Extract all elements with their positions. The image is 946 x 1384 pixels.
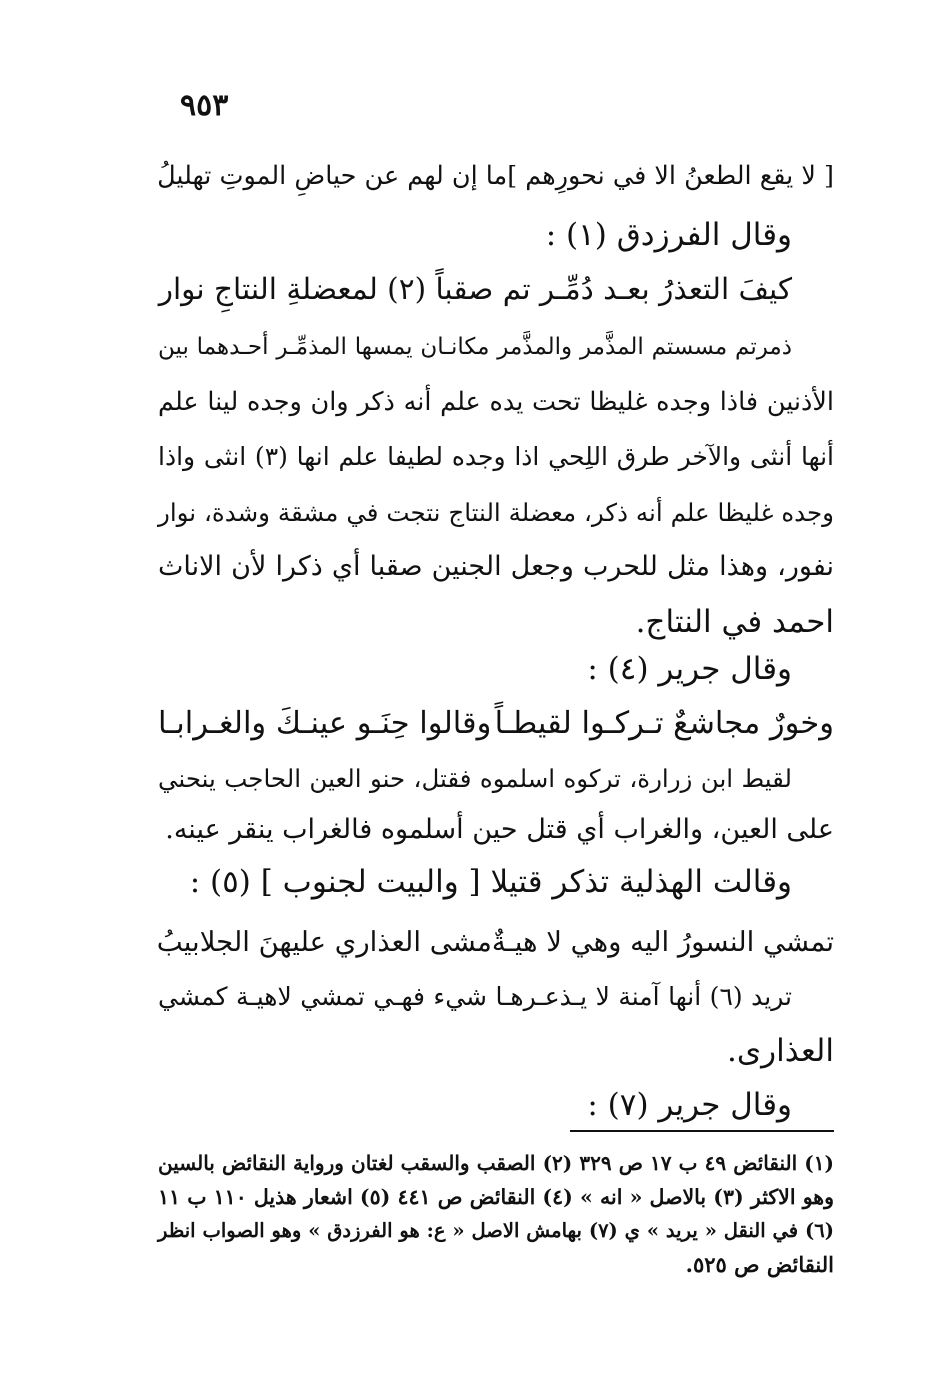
verse-line: كيفَ التعذرُ بعـد دُمِّـر تم صقباً (٢) لمعضلةِ النتاجِ نوار: [158, 272, 792, 306]
page-number: ٩٥٣: [180, 88, 229, 123]
text-line: العذارى.: [727, 1033, 834, 1069]
text-line: ذمرتم مسستم المذَّمر والمذَّمر مكانـان يمسها المذمِّـر أحـدهما بين: [158, 334, 792, 360]
footnote-line: (٦) في النقل « يريد » ي (٧) بهامش الاصل « ع: هو الفرزدق » وهو الصواب انظر: [158, 1219, 834, 1242]
verse-first-hemistich: تمشي النسورُ اليه وهي لا هيـةٌ: [491, 926, 834, 958]
footnote-line: (١) النقائض ٤٩ ب ١٧ ص ٣٢٩ (٢) الصقب والسقب لغتان ورواية النقائض بالسين: [158, 1151, 834, 1175]
text-line: وقالت الهذلية تذكر قتيلا [ والبيت لجنوب ] (٥) :: [189, 864, 792, 900]
text-line: وجده غليظا علم أنه ذكر، معضلة النتاج نتجت في مشقة وشدة، نوار: [158, 498, 834, 527]
footnote-divider: [570, 1130, 834, 1132]
text-line: تريد (٦) أنها آمنة لا يـذعـرهـا شيء فهـي تمشي لاهيـة كمشي: [158, 982, 792, 1011]
verse-line: [158, 152, 834, 200]
text-line: وقال الفرزدق (١) :: [545, 217, 792, 253]
verse-first-hemistich: [ لا يقع الطعنُ الا في نحورِهم ]: [507, 161, 834, 191]
text-line: لقيط ابن زرارة، تركوه اسلموه فقتل، حنو العين الحاجب ينحني: [158, 764, 792, 793]
verse-second-hemistich: ما إن لهم عن حياضِ الموتِ تهليلُ: [157, 161, 508, 191]
text-line: احمد في النتاج.: [635, 604, 834, 640]
footnote-line: النقائض ص ٥٢٥.: [685, 1252, 834, 1277]
text-line: أنها أنثى والآخر طرق اللِحي اذا وجده لطيفا علم انها (٣) انثى واذا: [158, 442, 835, 471]
text-line: نفور، وهذا مثل للحرب وجعل الجنين صقبا أي ذكرا لأن الاناث: [158, 551, 834, 582]
verse-line: [158, 700, 834, 748]
verse-second-hemistich: مشى العذاري عليهنَ الجلابيبُ: [156, 926, 492, 958]
verse-second-hemistich: وقالوا حِنَـو عينـكَ والغـرابـا: [158, 706, 492, 741]
verse-first-hemistich: وخورٌ مجاشعٌ تـركـوا لقيطـاً: [494, 706, 834, 741]
footnote-line: وهو الاكثر (٣) بالاصل « انه » (٤) النقائض ص ٤٤١ (٥) اشعار هذيل ١١٠ ب ١١: [158, 1185, 834, 1209]
text-line: على العين، والغراب أي قتل حين أسلموه فالغراب ينقر عينه.: [165, 814, 834, 845]
text-line: الأذنين فاذا وجده غليظا تحت يده علم أنه ذكر وان وجده لينا علم: [158, 387, 834, 417]
text-line: وقال جرير (٧) :: [587, 1087, 792, 1123]
text-line: وقال جرير (٤) :: [587, 651, 792, 687]
verse-line: [158, 918, 834, 966]
